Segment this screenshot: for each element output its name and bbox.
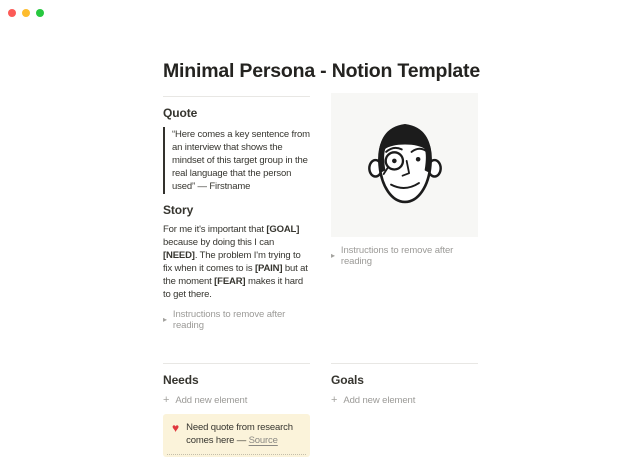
left-column-top — [163, 92, 310, 331]
toggle-label: Instructions to remove after reading — [340, 245, 454, 267]
image-instructions-toggle[interactable] — [331, 245, 478, 267]
goals-section — [331, 331, 478, 457]
goals-heading: Goals — [331, 373, 364, 387]
quote-heading: Quote — [163, 106, 198, 120]
add-element-label: Add new element — [343, 395, 416, 406]
story-heading: Story — [163, 203, 194, 217]
two-column-layout — [163, 92, 478, 457]
story-instructions-toggle[interactable] — [163, 309, 310, 331]
window-close-button[interactable] — [8, 9, 16, 17]
goals-add-element-button[interactable] — [331, 395, 478, 406]
plus-icon: + — [163, 394, 170, 406]
plus-icon: + — [331, 394, 338, 406]
toggle-triangle-icon: ▸ — [331, 251, 335, 260]
heart-icon: ♥ — [172, 421, 180, 435]
window-zoom-button[interactable] — [36, 9, 44, 17]
callout-message: Need quote from research comes here — — [186, 422, 293, 446]
toggle-triangle-icon: ▸ — [163, 315, 167, 324]
window-controls — [8, 9, 44, 17]
persona-image-block[interactable] — [331, 93, 478, 237]
quote-block: “Here comes a key sentence from an interview that shows the mindset of this target group in the real language that the person used” — Firstname — [163, 127, 310, 194]
add-element-label: Add new element — [175, 395, 248, 406]
needs-heading: Needs — [163, 373, 199, 387]
needs-section — [163, 331, 310, 457]
callout-text — [186, 421, 301, 447]
face-illustration-icon — [364, 117, 446, 213]
needs-callout — [163, 414, 310, 457]
right-column-top — [331, 92, 478, 331]
needs-add-element-button[interactable] — [163, 395, 310, 406]
divider — [163, 96, 310, 97]
divider — [163, 363, 310, 364]
window-minimize-button[interactable] — [22, 9, 30, 17]
notion-page — [163, 0, 478, 457]
source-link[interactable]: Source — [248, 435, 278, 446]
page-title[interactable]: Minimal Persona - Notion Template — [163, 60, 480, 82]
divider — [331, 363, 478, 364]
toggle-label: Instructions to remove after reading — [172, 309, 286, 331]
story-paragraph: For me it's important that [GOAL] because by doing this I can [NEED]. The problem I'm trying to fix when it comes to is [PAIN] but at the moment [FEAR] makes it hard to get there. — [163, 224, 308, 300]
